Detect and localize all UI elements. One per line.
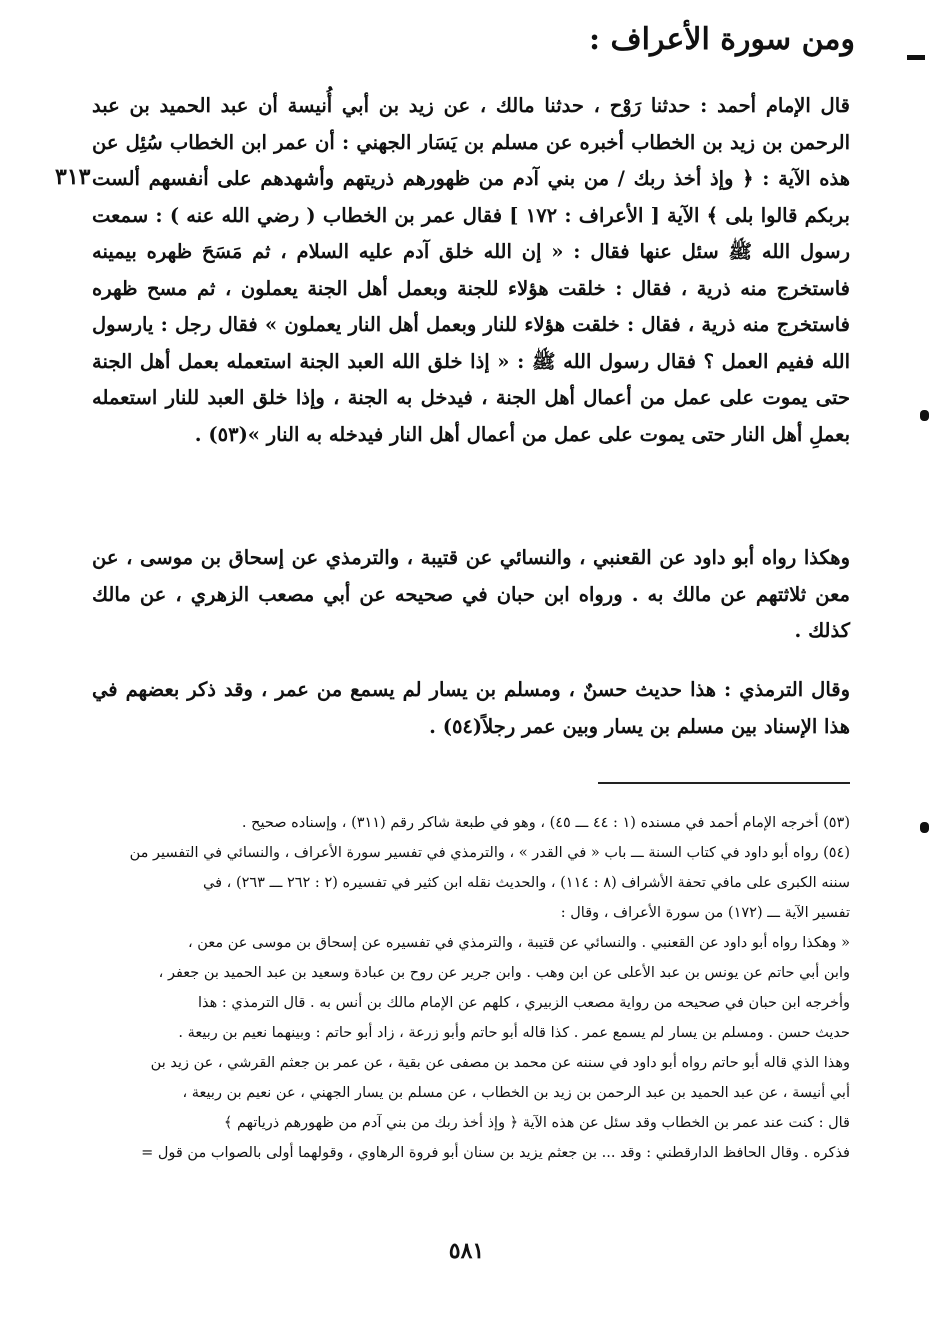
- footnote-line: (٥٤) رواه أبو داود في كتاب السنة ـــ باب « في القدر » ، والترمذي في تفسير سورة الأعراف ، والنسائي في التفسير من: [129, 845, 850, 861]
- main-hadith-paragraph: قال الإمام أحمد : حدثنا رَوْح ، حدثنا مالك ، عن زيد بن أبي أُنيسة أن عبد الحميد بن عبد الرحمن بن زيد بن الخطاب أخبره عن مسلم بن يَسَار الجهني : أن عمر ابن الخطاب سُئِل عن هذه الآية : ﴿ وإذ أخذ ربك / من بني آدم من ظهورهم ذريتهم وأشهدهم على أنفسهم ألست بربكم قالوا بلى ﴾ الآية [ الأعراف : ١٧٢ ] فقال عمر بن الخطاب ( رضي الله عنه ) : سمعت رسول الله ﷺ سئل عنها فقال : « إن الله خلق آدم عليه السلام ، ثم مَسَحَ ظهره بيمينه فاستخرج منه ذرية ، فقال : خلقت هؤلاء للجنة وبعمل أهل الجنة يعملون ، ثم مسح ظهره فاستخرج منه ذرية ، فقال : خلقت هؤلاء للنار وبعمل أهل النار يعملون » فقال رجل : يارسول الله ففيم العمل ؟ فقال رسول الله ﷺ : « إذا خلق الله العبد الجنة استعمله بعمل أهل الجنة حتى يموت على عمل من أعمال أهل الجنة ، فيدخل به الجنة ، وإذا خلق العبد للنار استعمله بعملِ أهل النار حتى يموت على عمل من أعمال أهل النار فيدخله به النار »(٥٣) .: [92, 94, 850, 446]
- footnote-line: حديث حسن . ومسلم بن يسار لم يسمع عمر . كذا قاله أبو حاتم وأبو زرعة ، زاد أبو حاتم : وبينهما نعيم بن ربيعة .: [178, 1025, 850, 1041]
- margin-dot-mark: [920, 410, 929, 421]
- footnote-line: « وهكذا رواه أبو داود عن القعنبي . والنسائي عن قتيبة ، والترمذي في تفسيره عن إسحاق بن موسى عن معن ،: [188, 935, 850, 951]
- marginal-page-reference: ٣١٣: [55, 164, 91, 190]
- footnote-line: سننه الكبرى على مافي تحفة الأشراف (٨ : ١١٤) ، والحديث نقله ابن كثير في تفسيره (٢ : ٢٦٢ ـــ ٢٦٣) ، في: [203, 875, 850, 891]
- tirmidhi-paragraph: وقال الترمذي : هذا حديث حسنٌ ، ومسلم بن يسار لم يسمع من عمر ، وقد ذكر بعضهم في هذا الإسناد بين مسلم بن يسار وبين عمر رجلاً(٥٤) .: [92, 678, 850, 738]
- footnotes: [88, 808, 850, 1168]
- footnote-line: أبي أنيسة ، عن عبد الحميد بن عبد الرحمن بن زيد بن الخطاب ، عن مسلم بن يسار الجهني ، عن نعيم بن ربيعة ،: [182, 1085, 850, 1101]
- page-number: ٥٨١: [448, 1238, 485, 1264]
- margin-dash-mark: [907, 55, 925, 60]
- footnote-line: وأخرجه ابن حبان في صحيحه من رواية مصعب الزبيري ، كلهم عن الإمام مالك بن أنس به . قال الترمذي : هذا: [198, 995, 850, 1011]
- footnote-line: وهذا الذي قاله أبو حاتم رواه أبو داود في سننه عن محمد بن مصفى عن بقية ، عن عمر بن جعثم القرشي ، عن زيد بن: [150, 1055, 850, 1071]
- footnote-separator: [598, 782, 850, 784]
- margin-dot-mark: [920, 822, 929, 833]
- narration-paragraph: وهكذا رواه أبو داود عن القعنبي ، والنسائي عن قتيبة ، والترمذي عن إسحاق بن موسى ، عن معن ثلاثتهم عن مالك به . ورواه ابن حبان في صحيحه عن أبي مصعب الزهري ، عن مالك كذلك .: [92, 546, 850, 642]
- footnote-line: فذكره . وقال الحافظ الدارقطني : وقد ... بن جعثم يزيد بن سنان أبو فروة الرهاوي ، وقولهما أولى بالصواب من قول =: [141, 1145, 850, 1161]
- footnote-line: قال : كنت عند عمر بن الخطاب وقد سئل عن هذه الآية ﴿ وإذ أخذ ربك من بني آدم من ظهورهم ذرياتهم ﴾: [223, 1115, 850, 1131]
- footnote-line: وابن أبي حاتم عن يونس بن عبد الأعلى عن ابن وهب . وابن جرير عن روح بن عبادة وسعيد بن عبد الحميد بن جعفر ،: [158, 965, 850, 981]
- footnote-line: تفسير الآية ـــ (١٧٢) من سورة الأعراف ، وقال :: [560, 905, 850, 921]
- footnote-line: (٥٣) أخرجه الإمام أحمد في مسنده (١ : ٤٤ ـــ ٤٥) ، وهو في طبعة شاكر رقم (٣١١) ، وإسناده صحيح .: [241, 815, 850, 831]
- section-heading: ومن سورة الأعراف :: [589, 22, 855, 57]
